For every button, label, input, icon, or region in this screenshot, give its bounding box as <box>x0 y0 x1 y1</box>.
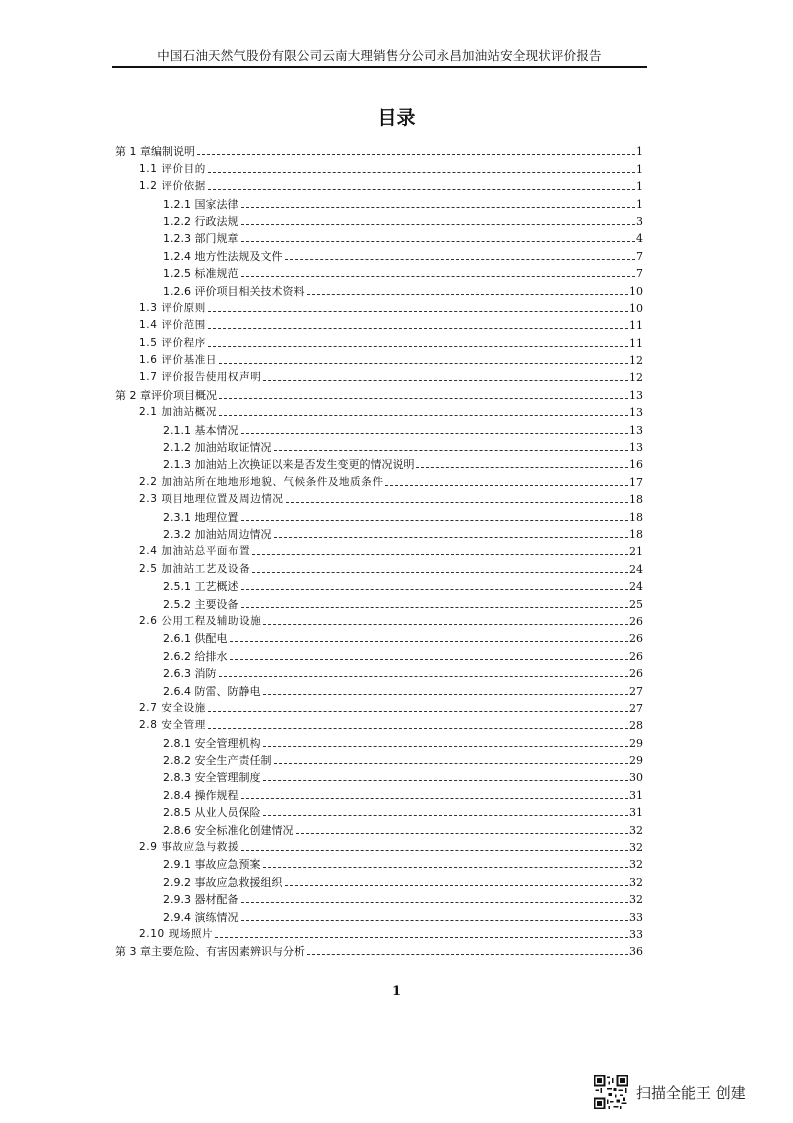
toc-entry-label: 2.1.1 基本情况 <box>163 423 239 437</box>
toc-entry[interactable] <box>0 263 793 280</box>
toc-entry[interactable] <box>0 924 793 941</box>
toc-entry-label: 1.1 评价目的 <box>139 162 206 175</box>
toc-entry[interactable] <box>0 193 793 210</box>
toc-entry[interactable] <box>0 280 793 297</box>
toc-entry-page: 32 <box>629 858 643 872</box>
toc-entry[interactable] <box>0 767 793 784</box>
toc-leader-dashes <box>241 224 636 225</box>
toc-leader-dashes <box>285 259 636 260</box>
toc-entry-page: 26 <box>629 632 643 646</box>
toc-entry-page: 10 <box>629 301 643 315</box>
toc-entry[interactable] <box>0 663 793 680</box>
toc-entry[interactable] <box>0 141 793 158</box>
toc-entry-page: 11 <box>629 336 643 350</box>
toc-entry-page: 33 <box>629 927 643 941</box>
toc-entry[interactable] <box>0 837 793 854</box>
toc-entry[interactable] <box>0 176 793 193</box>
toc-entry[interactable] <box>0 541 793 558</box>
toc-leader-dashes <box>296 833 629 834</box>
toc-leader-dashes <box>241 207 636 208</box>
toc-entry[interactable] <box>0 419 793 436</box>
toc-entry-label: 1.2.1 国家法律 <box>163 197 239 211</box>
toc-entry[interactable] <box>0 298 793 315</box>
toc-title: 目录 <box>377 107 416 129</box>
toc-entry[interactable] <box>0 715 793 732</box>
toc-leader-dashes <box>241 433 629 434</box>
toc-entry-label: 1.3 评价原则 <box>139 301 206 314</box>
toc-entry-label: 2.6.3 消防 <box>163 667 217 681</box>
toc-leader-dashes <box>241 589 629 590</box>
toc-entry[interactable] <box>0 645 793 662</box>
toc-entry[interactable] <box>0 558 793 575</box>
toc-entry-page: 32 <box>629 875 643 889</box>
toc-entry-page: 18 <box>629 510 643 524</box>
toc-entry[interactable] <box>0 158 793 175</box>
toc-leader-dashes <box>252 572 628 573</box>
toc-leader-dashes <box>241 607 629 608</box>
toc-entry-label: 2.2 加油站所在地地形地貌、气候条件及地质条件 <box>139 475 384 488</box>
toc-entry-label: 2.5.2 主要设备 <box>163 597 239 611</box>
toc-entry[interactable] <box>0 350 793 367</box>
toc-entry-page: 11 <box>629 319 643 333</box>
toc-leader-dashes <box>307 294 629 295</box>
toc-entry[interactable] <box>0 819 793 836</box>
toc-entry[interactable] <box>0 871 793 888</box>
toc-leader-dashes <box>274 537 629 538</box>
toc-leader-dashes <box>263 746 629 747</box>
watermark-text: 扫描全能王 创建 <box>636 1083 746 1102</box>
toc-entry-label: 1.2.6 评价项目相关技术资料 <box>163 284 305 298</box>
toc-entry-page: 12 <box>629 371 643 385</box>
toc-entry-page: 29 <box>629 754 643 768</box>
toc-entry[interactable] <box>0 454 793 471</box>
toc-entry[interactable] <box>0 576 793 593</box>
toc-entry-page: 36 <box>629 945 643 959</box>
scanner-watermark <box>594 1072 746 1112</box>
toc-entry-label: 2.9.3 器材配备 <box>163 893 239 907</box>
toc-leader-dashes <box>274 763 629 764</box>
toc-leader-dashes <box>263 867 629 868</box>
toc-entry[interactable] <box>0 471 793 488</box>
toc-entry-page: 3 <box>636 214 643 228</box>
toc-entry-page: 10 <box>629 284 643 298</box>
toc-leader-dashes <box>219 676 629 677</box>
toc-entry-label: 1.2.4 地方性法规及文件 <box>163 249 283 263</box>
toc-leader-dashes <box>208 728 628 729</box>
toc-entry-label: 2.6.2 给排水 <box>163 649 228 663</box>
toc-entry-label: 1.5 评价程序 <box>139 336 206 349</box>
toc-leader-dashes <box>208 189 635 190</box>
toc-entry-page: 1 <box>636 180 643 194</box>
toc-leader-dashes <box>208 311 628 312</box>
toc-leader-dashes <box>241 520 629 521</box>
toc-entry-label: 1.2 评价依据 <box>139 180 206 193</box>
toc-entry-label: 第 2 章评价项目概况 <box>115 388 217 402</box>
toc-leader-dashes <box>263 694 629 695</box>
toc-entry[interactable] <box>0 367 793 384</box>
toc-entry[interactable] <box>0 211 793 228</box>
toc-entry-page: 25 <box>629 597 643 611</box>
toc-entry-page: 26 <box>629 614 643 628</box>
toc-entry-page: 13 <box>629 423 643 437</box>
toc-entry[interactable] <box>0 698 793 715</box>
toc-leader-dashes <box>219 415 628 416</box>
toc-entry[interactable] <box>0 680 793 697</box>
toc-leader-dashes <box>241 798 629 799</box>
toc-entry[interactable] <box>0 489 793 506</box>
toc-entry-label: 2.6 公用工程及辅助设施 <box>139 614 262 627</box>
toc-entry[interactable] <box>0 228 793 245</box>
page-header: 中国石油天然气股份有限公司云南大理销售分公司永昌加油站安全现状评价报告 <box>157 48 602 63</box>
toc-entry-label: 1.2.5 标准规范 <box>163 267 239 281</box>
toc-entry[interactable] <box>0 332 793 349</box>
toc-entry-page: 17 <box>629 475 643 489</box>
toc-entry-label: 2.9.2 事故应急救援组织 <box>163 875 283 889</box>
toc-entry-page: 7 <box>636 267 643 281</box>
toc-entry-page: 1 <box>636 145 643 159</box>
toc-entry-label: 2.5 加油站工艺及设备 <box>139 562 251 575</box>
toc-entry[interactable] <box>0 384 793 401</box>
toc-entry[interactable] <box>0 611 793 628</box>
toc-leader-dashes <box>208 328 628 329</box>
toc-entry-label: 1.2.2 行政法规 <box>163 214 239 228</box>
toc-entry[interactable] <box>0 437 793 454</box>
toc-leader-dashes <box>230 641 629 642</box>
toc-entry-label: 2.8.3 安全管理制度 <box>163 771 261 785</box>
toc-entry[interactable] <box>0 524 793 541</box>
toc-leader-dashes <box>208 346 628 347</box>
toc-leader-dashes <box>285 885 629 886</box>
toc-entry-label: 1.4 评价范围 <box>139 319 206 332</box>
toc-leader-dashes <box>263 624 628 625</box>
toc-entry-page: 1 <box>636 197 643 211</box>
toc-entry-label: 2.8 安全管理 <box>139 719 206 732</box>
toc-entry[interactable] <box>0 802 793 819</box>
toc-list <box>0 141 793 958</box>
toc-leader-dashes <box>241 276 636 277</box>
toc-entry-page: 16 <box>629 458 643 472</box>
toc-leader-dashes <box>263 380 628 381</box>
toc-leader-dashes <box>241 850 628 851</box>
toc-entry-label: 2.8.6 安全标准化创建情况 <box>163 823 294 837</box>
toc-entry-label: 第 3 章主要危险、有害因素辨识与分析 <box>115 945 305 959</box>
toc-entry-page: 13 <box>629 406 643 420</box>
toc-entry-label: 2.8.5 从业人员保险 <box>163 806 261 820</box>
toc-entry-page: 31 <box>629 806 643 820</box>
toc-leader-dashes <box>241 920 629 921</box>
toc-entry-page: 24 <box>629 580 643 594</box>
toc-entry[interactable] <box>0 245 793 262</box>
toc-entry-label: 2.3.1 地理位置 <box>163 510 239 524</box>
toc-entry-label: 2.9.1 事故应急预案 <box>163 858 261 872</box>
toc-leader-dashes <box>241 241 636 242</box>
toc-entry-label: 2.4 加油站总平面布置 <box>139 545 251 558</box>
toc-entry-label: 2.9 事故应急与救援 <box>139 841 240 854</box>
toc-entry[interactable] <box>0 732 793 749</box>
toc-entry-page: 13 <box>629 388 643 402</box>
toc-entry[interactable] <box>0 628 793 645</box>
toc-entry-page: 1 <box>636 162 643 176</box>
toc-entry-page: 29 <box>629 736 643 750</box>
toc-entry-label: 2.3.2 加油站周边情况 <box>163 527 272 541</box>
toc-entry-page: 26 <box>629 649 643 663</box>
toc-entry-label: 1.6 评价基准日 <box>139 354 217 367</box>
toc-entry-page: 33 <box>629 910 643 924</box>
toc-leader-dashes <box>241 902 629 903</box>
toc-entry-page: 4 <box>636 232 643 246</box>
toc-leader-dashes <box>263 815 629 816</box>
toc-entry-label: 1.2.3 部门规章 <box>163 232 239 246</box>
toc-entry-page: 13 <box>629 441 643 455</box>
toc-entry-label: 2.1.3 加油站上次换证以来是否发生变更的情况说明 <box>163 458 415 472</box>
toc-entry[interactable] <box>0 906 793 923</box>
toc-leader-dashes <box>307 954 628 955</box>
toc-leader-dashes <box>385 485 628 486</box>
toc-entry-label: 2.3 项目地理位置及周边情况 <box>139 493 284 506</box>
toc-entry-page: 31 <box>629 788 643 802</box>
toc-leader-dashes <box>263 780 629 781</box>
toc-leader-dashes <box>416 467 628 468</box>
toc-leader-dashes <box>274 450 629 451</box>
page-number: 1 <box>391 984 402 999</box>
toc-entry-page: 32 <box>629 823 643 837</box>
toc-entry-label: 2.9.4 演练情况 <box>163 910 239 924</box>
toc-leader-dashes <box>208 711 628 712</box>
qr-code-icon <box>594 1075 628 1109</box>
toc-entry-page: 27 <box>629 684 643 698</box>
toc-entry-page: 7 <box>636 249 643 263</box>
toc-entry-page: 18 <box>629 527 643 541</box>
toc-entry[interactable] <box>0 402 793 419</box>
toc-entry-page: 12 <box>629 354 643 368</box>
toc-entry-page: 24 <box>629 562 643 576</box>
toc-entry[interactable] <box>0 315 793 332</box>
toc-entry-label: 2.1 加油站概况 <box>139 406 217 419</box>
toc-leader-dashes <box>286 502 628 503</box>
toc-leader-dashes <box>219 398 628 399</box>
toc-entry-page: 32 <box>629 893 643 907</box>
toc-entry-page: 27 <box>629 701 643 715</box>
toc-entry-label: 2.8.2 安全生产责任制 <box>163 754 272 768</box>
toc-entry-label: 2.8.4 操作规程 <box>163 788 239 802</box>
toc-leader-dashes <box>197 154 635 155</box>
toc-entry-page: 18 <box>629 493 643 507</box>
toc-entry-label: 2.1.2 加油站取证情况 <box>163 441 272 455</box>
toc-entry[interactable] <box>0 854 793 871</box>
toc-entry-label: 1.7 评价报告使用权声明 <box>139 371 262 384</box>
toc-leader-dashes <box>219 363 628 364</box>
toc-entry-page: 26 <box>629 667 643 681</box>
toc-leader-dashes <box>252 554 628 555</box>
toc-entry-label: 2.8.1 安全管理机构 <box>163 736 261 750</box>
toc-entry-label: 2.5.1 工艺概述 <box>163 580 239 594</box>
toc-leader-dashes <box>208 172 635 173</box>
toc-entry-page: 28 <box>629 719 643 733</box>
toc-entry-page: 30 <box>629 771 643 785</box>
toc-entry-page: 32 <box>629 841 643 855</box>
toc-entry-label: 2.6.4 防雷、防静电 <box>163 684 261 698</box>
toc-entry-label: 2.10 现场照片 <box>139 927 214 940</box>
toc-entry[interactable] <box>0 750 793 767</box>
toc-entry-page: 21 <box>629 545 643 559</box>
toc-leader-dashes <box>230 659 629 660</box>
toc-entry[interactable] <box>0 941 793 958</box>
toc-entry[interactable] <box>0 889 793 906</box>
toc-leader-dashes <box>215 937 628 938</box>
toc-entry[interactable] <box>0 506 793 523</box>
toc-entry-label: 2.6.1 供配电 <box>163 632 228 646</box>
toc-entry-label: 第 1 章编制说明 <box>115 145 195 159</box>
toc-entry[interactable] <box>0 784 793 801</box>
toc-entry[interactable] <box>0 593 793 610</box>
header-rule <box>112 66 647 68</box>
toc-entry-label: 2.7 安全设施 <box>139 701 206 714</box>
